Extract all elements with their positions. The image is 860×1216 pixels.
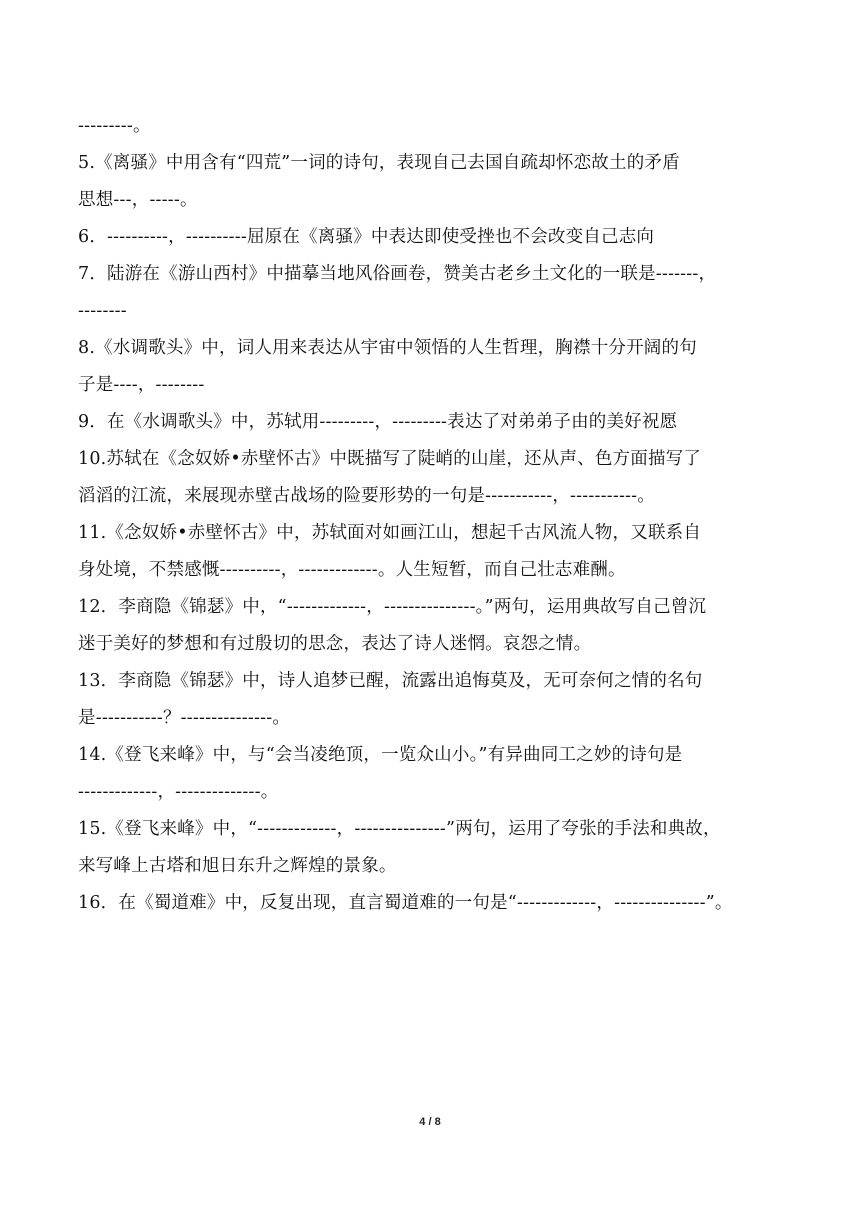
question-5-line-1: 5.《离骚》中用含有“四荒”一词的诗句，表现自己去国自疏却怀恋故土的矛盾 <box>78 153 680 173</box>
question-6: 6．----------，----------屈原在《离骚》中表达即使受挫也不会改变自己志向 <box>78 227 655 247</box>
question-8-line-1: 8.《水调歌头》中，词人用来表达从宇宙中领悟的人生哲理，胸襟十分开阔的句 <box>78 338 697 358</box>
question-15-line-1: 15.《登飞来峰》中，“-------------，---------------”两句，运用了夸张的手法和典故， <box>78 819 721 839</box>
question-8-line-2: 子是----，-------- <box>78 375 205 395</box>
question-5-line-2: 思想---，-----。 <box>78 190 198 210</box>
text-line: ---------。 <box>78 116 151 136</box>
question-11-line-1: 11.《念奴娇•赤壁怀古》中，苏轼面对如画江山，想起千古风流人物，又联系自 <box>78 523 702 543</box>
document-body <box>78 108 784 922</box>
question-13-line-1: 13．李商隐《锦瑟》中，诗人追梦已醒，流露出追悔莫及，无可奈何之情的名句 <box>78 671 703 691</box>
question-16: 16．在《蜀道难》中，反复出现，直言蜀道难的一句是“-------------，---------------”。 <box>78 893 733 913</box>
question-10-line-2: 滔滔的江流，来展现赤壁古战场的险要形势的一句是-----------，-----------。 <box>78 486 655 506</box>
question-13-line-2: 是-----------？---------------。 <box>78 708 291 728</box>
question-7-line-2: -------- <box>78 301 127 321</box>
question-10-line-1: 10.苏轼在《念奴娇•赤壁怀古》中既描写了陡峭的山崖，还从声、色方面描写了 <box>78 449 702 469</box>
question-7-line-1: 7．陆游在《游山西村》中描摹当地风俗画卷，赞美古老乡土文化的一联是-------， <box>78 264 717 284</box>
question-14-line-1: 14.《登飞来峰》中，与“会当凌绝顶，一览众山小。”有异曲同工之妙的诗句是 <box>78 745 683 765</box>
question-15-line-2: 来写峰上古塔和旭日东升之辉煌的景象。 <box>78 856 397 876</box>
question-12-line-2: 迷于美好的梦想和有过殷切的思念，表达了诗人迷惘。哀怨之情。 <box>78 634 592 654</box>
question-14-line-2: -------------，--------------。 <box>78 782 279 802</box>
page-number: 4 / 8 <box>419 1116 441 1128</box>
question-11-line-2: 身处境，不禁感慨----------，-------------。人生短暂，而自己壮志难酬。 <box>78 560 626 580</box>
question-9: 9．在《水调歌头》中，苏轼用---------，---------表达了对弟弟子由的美好祝愿 <box>78 412 678 432</box>
question-12-line-1: 12．李商隐《锦瑟》中，“-------------，---------------。”两句，运用典故写自己曾沉 <box>78 597 707 617</box>
